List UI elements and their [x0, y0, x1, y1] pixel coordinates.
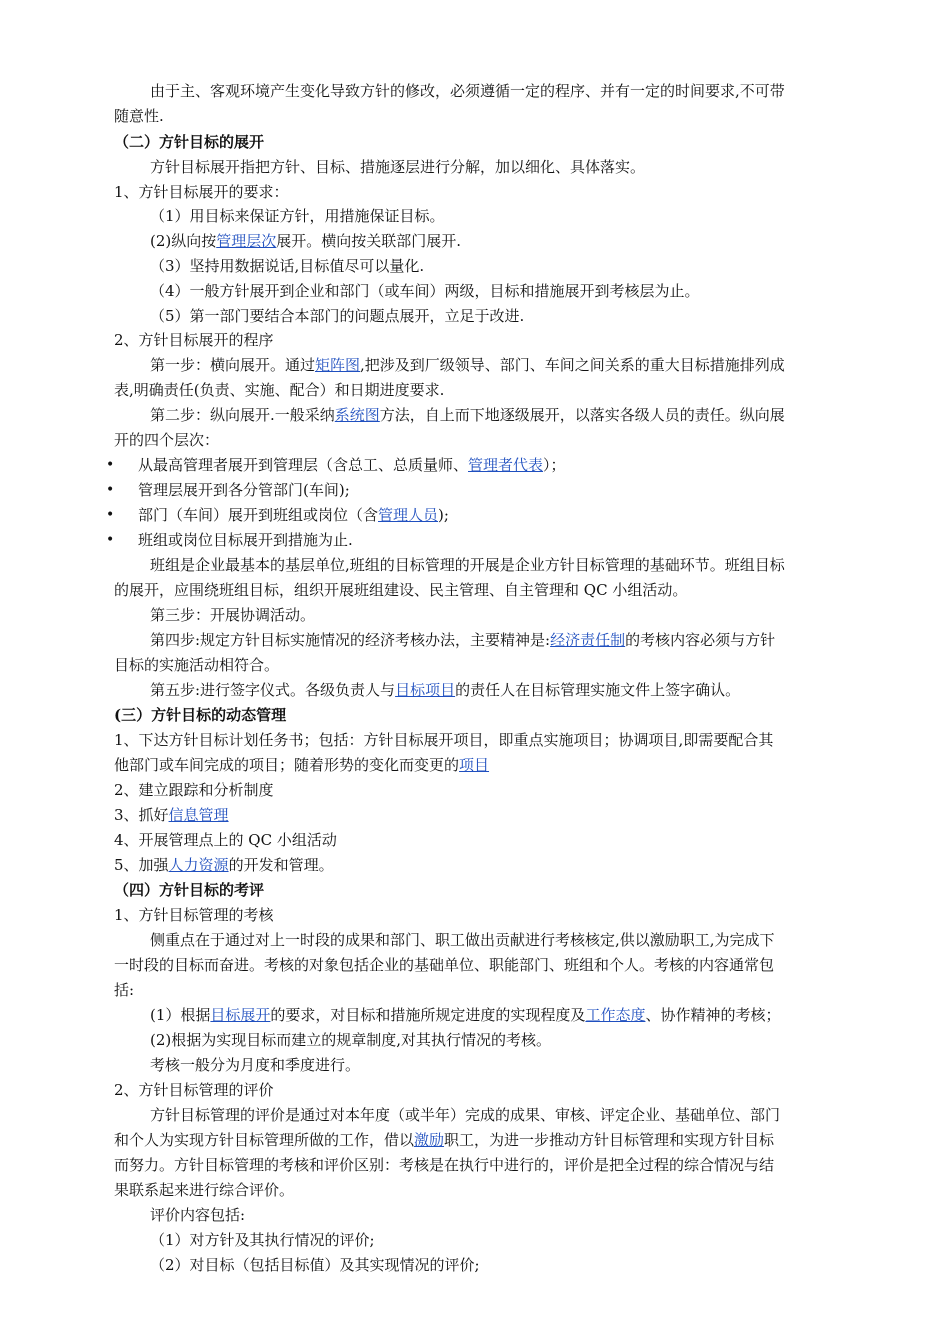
text-span: 、协作精神的考核；: [645, 1006, 781, 1024]
text-span: 的开发和管理。: [228, 856, 334, 874]
section-heading: （四）方针目标的考评: [114, 881, 265, 899]
text-span: 部门（车间）展开到班组或岗位（含: [138, 506, 379, 524]
list-item: (2)根据为实现目标而建立的规章制度,对其执行情况的考核。: [150, 1031, 552, 1049]
list-item: [114, 803, 859, 828]
paragraph-line: 班组是企业最基本的基层单位,班组的目标管理的开展是企业方针目标管理的基础环节。班组目标: [150, 556, 785, 574]
paragraph-line: 随意性.: [114, 107, 164, 125]
paragraph-line: 而努力。方针目标管理的考核和评价区别：考核是在执行中进行的，评价是把全过程的综合情况与结: [114, 1156, 775, 1174]
text-span: 和个人为实现方针目标管理所做的工作，借以: [114, 1131, 415, 1149]
paragraph-line: [150, 678, 860, 703]
list-item: （5）第一部门要结合本部门的问题点展开，立足于改进.: [150, 307, 525, 325]
text-span: 5、加强: [114, 856, 169, 874]
subsection-heading: 2、方针目标管理的评价: [114, 1081, 274, 1099]
paragraph-line: 方针目标管理的评价是通过对本年度（或半年）完成的成果、审核、评定企业、基础单位、部门: [150, 1106, 781, 1124]
text-span: ）；: [543, 456, 566, 474]
paragraph-line: 考核一般分为月度和季度进行。: [150, 1056, 361, 1074]
text-span: (2)纵向按: [150, 232, 217, 250]
paragraph-line: [150, 403, 860, 428]
paragraph-line: [114, 753, 859, 778]
text-span: 方法，自上而下地逐级展开，以落实各级人员的责任。纵向展: [379, 406, 785, 424]
link-system-diagram[interactable]: 系统图: [334, 406, 380, 424]
bullet-dot-icon: •: [106, 507, 115, 523]
link-economic-responsibility[interactable]: 经济责任制: [550, 631, 626, 649]
text-span: (1）根据: [150, 1006, 211, 1024]
bullet-dot-icon: •: [106, 457, 115, 473]
paragraph-line: [150, 353, 860, 378]
text-span: 的要求，对目标和措施所规定进度的实现程度及: [270, 1006, 586, 1024]
paragraph-line: 果联系起来进行综合评价。: [114, 1181, 295, 1199]
text-span: );: [438, 506, 449, 524]
paragraph-line: 一时段的目标而奋进。考核的对象包括企业的基础单位、职能部门、班组和个人。考核的内容通常包: [114, 956, 775, 974]
paragraph-line: 侧重点在于通过对上一时段的成果和部门、职工做出贡献进行考核核定,供以激励职工,为完成下: [150, 931, 775, 949]
bullet-item: [138, 453, 883, 478]
text-span: 他部门或车间完成的项目；随着形势的变化而变更的: [114, 756, 460, 774]
bullet-item: 管理层展开到各分管部门(车间);: [138, 481, 350, 499]
bullet-item: 班组或岗位目标展开到措施为止.: [138, 531, 353, 549]
section-heading: （二）方针目标的展开: [114, 133, 265, 151]
link-information-management[interactable]: 信息管理: [168, 806, 229, 824]
list-item: （3）坚持用数据说话,目标值尽可以量化.: [150, 257, 425, 275]
text-span: 的责任人在目标管理实施文件上签字确认。: [455, 681, 741, 699]
link-management-representative[interactable]: 管理者代表: [468, 456, 544, 474]
text-span: 第五步:进行签字仪式。各级负责人与: [150, 681, 396, 699]
list-item: [150, 229, 895, 254]
bullet-item: [138, 503, 883, 528]
bullet-dot-icon: •: [106, 482, 115, 498]
link-target-deployment[interactable]: 目标展开: [210, 1006, 271, 1024]
paragraph-line: 开的四个层次：: [114, 431, 220, 449]
section-heading: (三）方针目标的动态管理: [114, 706, 287, 724]
link-target-project[interactable]: 目标项目: [395, 681, 456, 699]
subsection-heading: 1、方针目标管理的考核: [114, 906, 274, 924]
link-management-level[interactable]: 管理层次: [216, 232, 277, 250]
paragraph-line: 括:: [114, 981, 135, 999]
link-human-resources[interactable]: 人力资源: [168, 856, 229, 874]
paragraph-line: [114, 1128, 859, 1153]
text-span: 从最高管理者展开到管理层（含总工、总质量师、: [138, 456, 469, 474]
list-item: [114, 853, 859, 878]
link-management-personnel[interactable]: 管理人员: [378, 506, 439, 524]
link-project[interactable]: 项目: [459, 756, 490, 774]
link-motivation[interactable]: 激励: [414, 1131, 445, 1149]
paragraph-line: 1、下达方针目标计划任务书；包括：方针目标展开项目，即重点实施项目；协调项目,即需要配合其: [114, 731, 774, 749]
paragraph-line: 由于主、客观环境产生变化导致方针的修改，必须遵循一定的程序、并有一定的时间要求,不可带: [150, 82, 785, 100]
paragraph-line: 第三步：开展协调活动。: [150, 606, 316, 624]
text-span: 第一步：横向展开。通过: [150, 356, 316, 374]
paragraph-line: 评价内容包括:: [150, 1206, 246, 1224]
paragraph-line: 目标的实施活动相符合。: [114, 656, 280, 674]
text-span: 3、抓好: [114, 806, 169, 824]
list-item: （4）一般方针展开到企业和部门（或车间）两级，目标和措施展开到考核层为止。: [150, 282, 700, 300]
link-matrix-diagram[interactable]: 矩阵图: [315, 356, 361, 374]
paragraph-line: 表,明确责任(负责、实施、配合）和日期进度要求.: [114, 381, 445, 399]
text-span: ,把涉及到厂级领导、部门、车间之间关系的重大目标措施排列成: [360, 356, 785, 374]
link-work-attitude[interactable]: 工作态度: [585, 1006, 646, 1024]
list-item: 2、建立跟踪和分析制度: [114, 781, 274, 799]
text-span: 第四步:规定方针目标实施情况的经济考核办法，主要精神是:: [150, 631, 551, 649]
subsection-heading: 1、方针目标展开的要求：: [114, 183, 289, 201]
text-span: 职工，为进一步推动方针目标管理和实现方针目标: [444, 1131, 775, 1149]
subsection-heading: 2、方针目标展开的程序: [114, 331, 274, 349]
paragraph-line: 方针目标展开指把方针、目标、措施逐层进行分解，加以细化、具体落实。: [150, 158, 646, 176]
list-item: （1）用目标来保证方针，用措施保证目标。: [150, 207, 445, 225]
list-item: （1）对方针及其执行情况的评价;: [150, 1231, 375, 1249]
paragraph-line: 的展开，应围绕班组目标，组织开展班组建设、民主管理、自主管理和 QC 小组活动。: [114, 581, 688, 599]
list-item: 4、开展管理点上的 QC 小组活动: [114, 831, 337, 849]
text-span: 第二步：纵向展开.一般采纳: [150, 406, 335, 424]
list-item: [150, 1003, 895, 1028]
text-span: 的考核内容必须与方针: [625, 631, 776, 649]
text-span: 展开。横向按关联部门展开.: [276, 232, 462, 250]
list-item: （2）对目标（包括目标值）及其实现情况的评价;: [150, 1256, 480, 1274]
paragraph-line: [150, 628, 860, 653]
bullet-dot-icon: •: [106, 532, 115, 548]
